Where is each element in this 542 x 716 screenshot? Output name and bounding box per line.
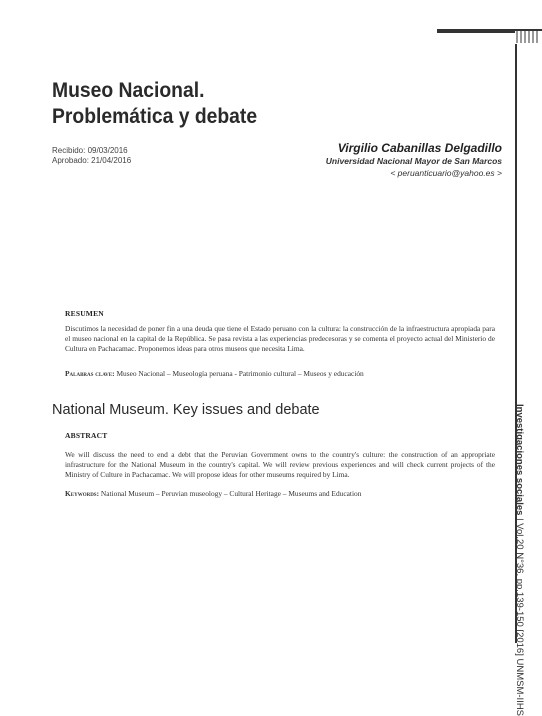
abstract-text: We will discuss the need to end a debt that the Peruvian Government owns to the country's culture: the construction of an appropriate infrastructure for the National Museum in the country's capital. We will review previous experiences and will check current projects of the Ministry of Culture in Pachacamac. We will propose ideas for other museums required by Lima. bbox=[65, 450, 495, 479]
journal-separator: | bbox=[514, 518, 525, 524]
approved-date: Aprobado: 21/04/2016 bbox=[52, 156, 132, 165]
dates-block bbox=[52, 146, 131, 166]
author-block bbox=[326, 141, 502, 179]
keywords-es: Museo Nacional – Museología peruana - Patrimonio cultural – Museos y educación bbox=[116, 369, 364, 378]
article-title bbox=[52, 78, 328, 130]
received-date: Recibido: 09/03/2016 bbox=[52, 146, 128, 155]
abstract-heading: ABSTRACT bbox=[65, 431, 108, 440]
title-line-1: Museo Nacional. bbox=[52, 79, 205, 102]
keywords-en: National Museum – Peruvian museology – Cultural Heritage – Museums and Education bbox=[100, 489, 362, 498]
author-name: Virgilio Cabanillas Delgadillo bbox=[337, 141, 502, 155]
ruler-decoration bbox=[437, 29, 542, 45]
journal-details: Vol.20 N°36, pp.139-150 [2016] UNMSM-IIHS bbox=[514, 523, 525, 716]
resumen-text: Discutimos la necesidad de poner fin a una deuda que tiene el Estado peruano con la cultura: la construcción de la infraestructura apropiada para el museo nacional en la capital de la República. Se pasa revista a las experiencias predecesoras y se comenta el proyecto actual del Ministerio de Cultura en Pachacamac. Proponemos ideas para otros museos que necesita Lima. bbox=[65, 324, 495, 353]
author-email[interactable]: < peruanticuario@yahoo.es > bbox=[390, 168, 502, 178]
keywords-label-es: Palabras clave: bbox=[65, 369, 115, 378]
title-line-2: Problemática y debate bbox=[52, 105, 258, 128]
journal-name: Investigaciones sociales bbox=[514, 404, 525, 516]
resumen-keywords bbox=[65, 369, 505, 379]
english-title: National Museum. Key issues and debate bbox=[52, 402, 320, 418]
resumen-heading: RESUMEN bbox=[65, 309, 104, 318]
keywords-label-en: Keywords: bbox=[65, 489, 100, 498]
author-affiliation: Universidad Nacional Mayor de San Marcos bbox=[325, 156, 502, 166]
abstract-keywords bbox=[65, 489, 505, 499]
journal-strip bbox=[514, 404, 525, 716]
